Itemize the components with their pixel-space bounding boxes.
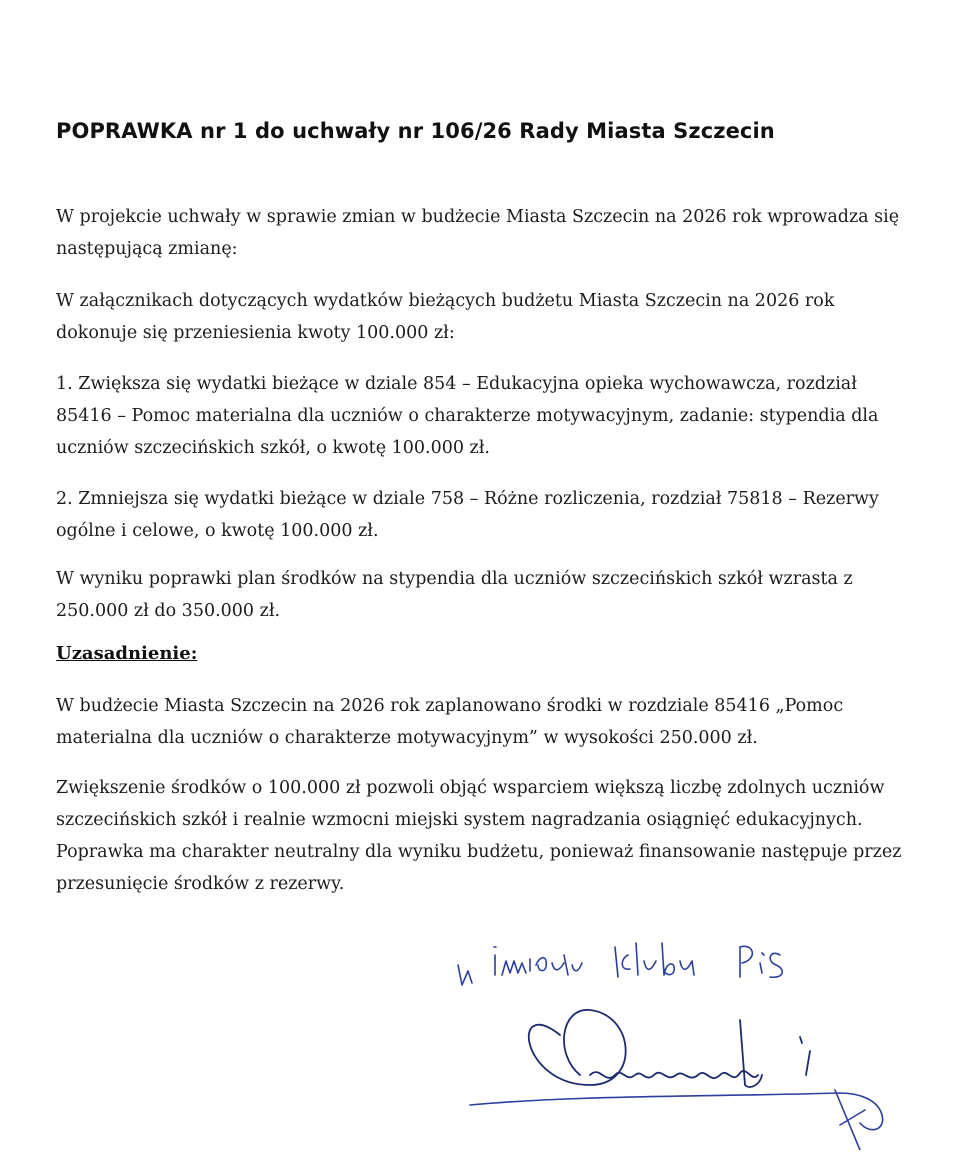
justification-paragraph-1: W budżecie Miasta Szczecin na 2026 rok zaplanowano środki w rozdziale 85416 „Pomoc materialna dla uczniów o charakterze motywacyjnym” w wysokości 250.000 zł. [56, 696, 844, 748]
document-title: POPRAWKA nr 1 do uchwały nr 106/26 Rady Miasta Szczecin [56, 119, 775, 143]
justification-paragraph-2: Zwiększenie środków o 100.000 zł pozwoli objąć wsparciem większą liczbę zdolnych uczniów szczecińskich szkół i realnie wzmocni miejski system nagradzania osiągnięć edukacyjnych. Poprawka ma charakter neutralny dla wyniku budżetu, ponieważ finansowanie następuje przez przesunięcie środków z rezerwy. [56, 778, 902, 894]
paragraph-result: W wyniku poprawki plan środków na stypendia dla uczniów szczecińskich szkół wzrasta z 250.000 zł do 350.000 zł. [56, 569, 853, 621]
paragraph-transfer: W załącznikach dotyczących wydatków bieżących budżetu Miasta Szczecin na 2026 rok dokonuje się przeniesienia kwoty 100.000 zł: [56, 291, 835, 343]
signature-note [458, 943, 782, 985]
paragraph-item-2: 2. Zmniejsza się wydatki bieżące w dziale 758 – Różne rozliczenia, rozdział 75818 – Rezerwy ogólne i celowe, o kwotę 100.000 zł. [56, 489, 879, 541]
paragraph-intro: W projekcie uchwały w sprawie zmian w budżecie Miasta Szczecin na 2026 rok wprowadza się następującą zmianę: [56, 207, 900, 259]
signature-mark [470, 1010, 883, 1150]
justification-heading: Uzasadnienie: [56, 643, 198, 664]
paragraph-item-1: 1. Zwiększa się wydatki bieżące w dziale 854 – Edukacyjna opieka wychowawcza, rozdział 85416 – Pomoc materialna dla uczniów o charakterze motywacyjnym, zadanie: stypendia dla uczniów szczecińskich szkół, o kwotę 100.000 zł. [56, 374, 879, 458]
handwritten-signature [440, 925, 920, 1150]
